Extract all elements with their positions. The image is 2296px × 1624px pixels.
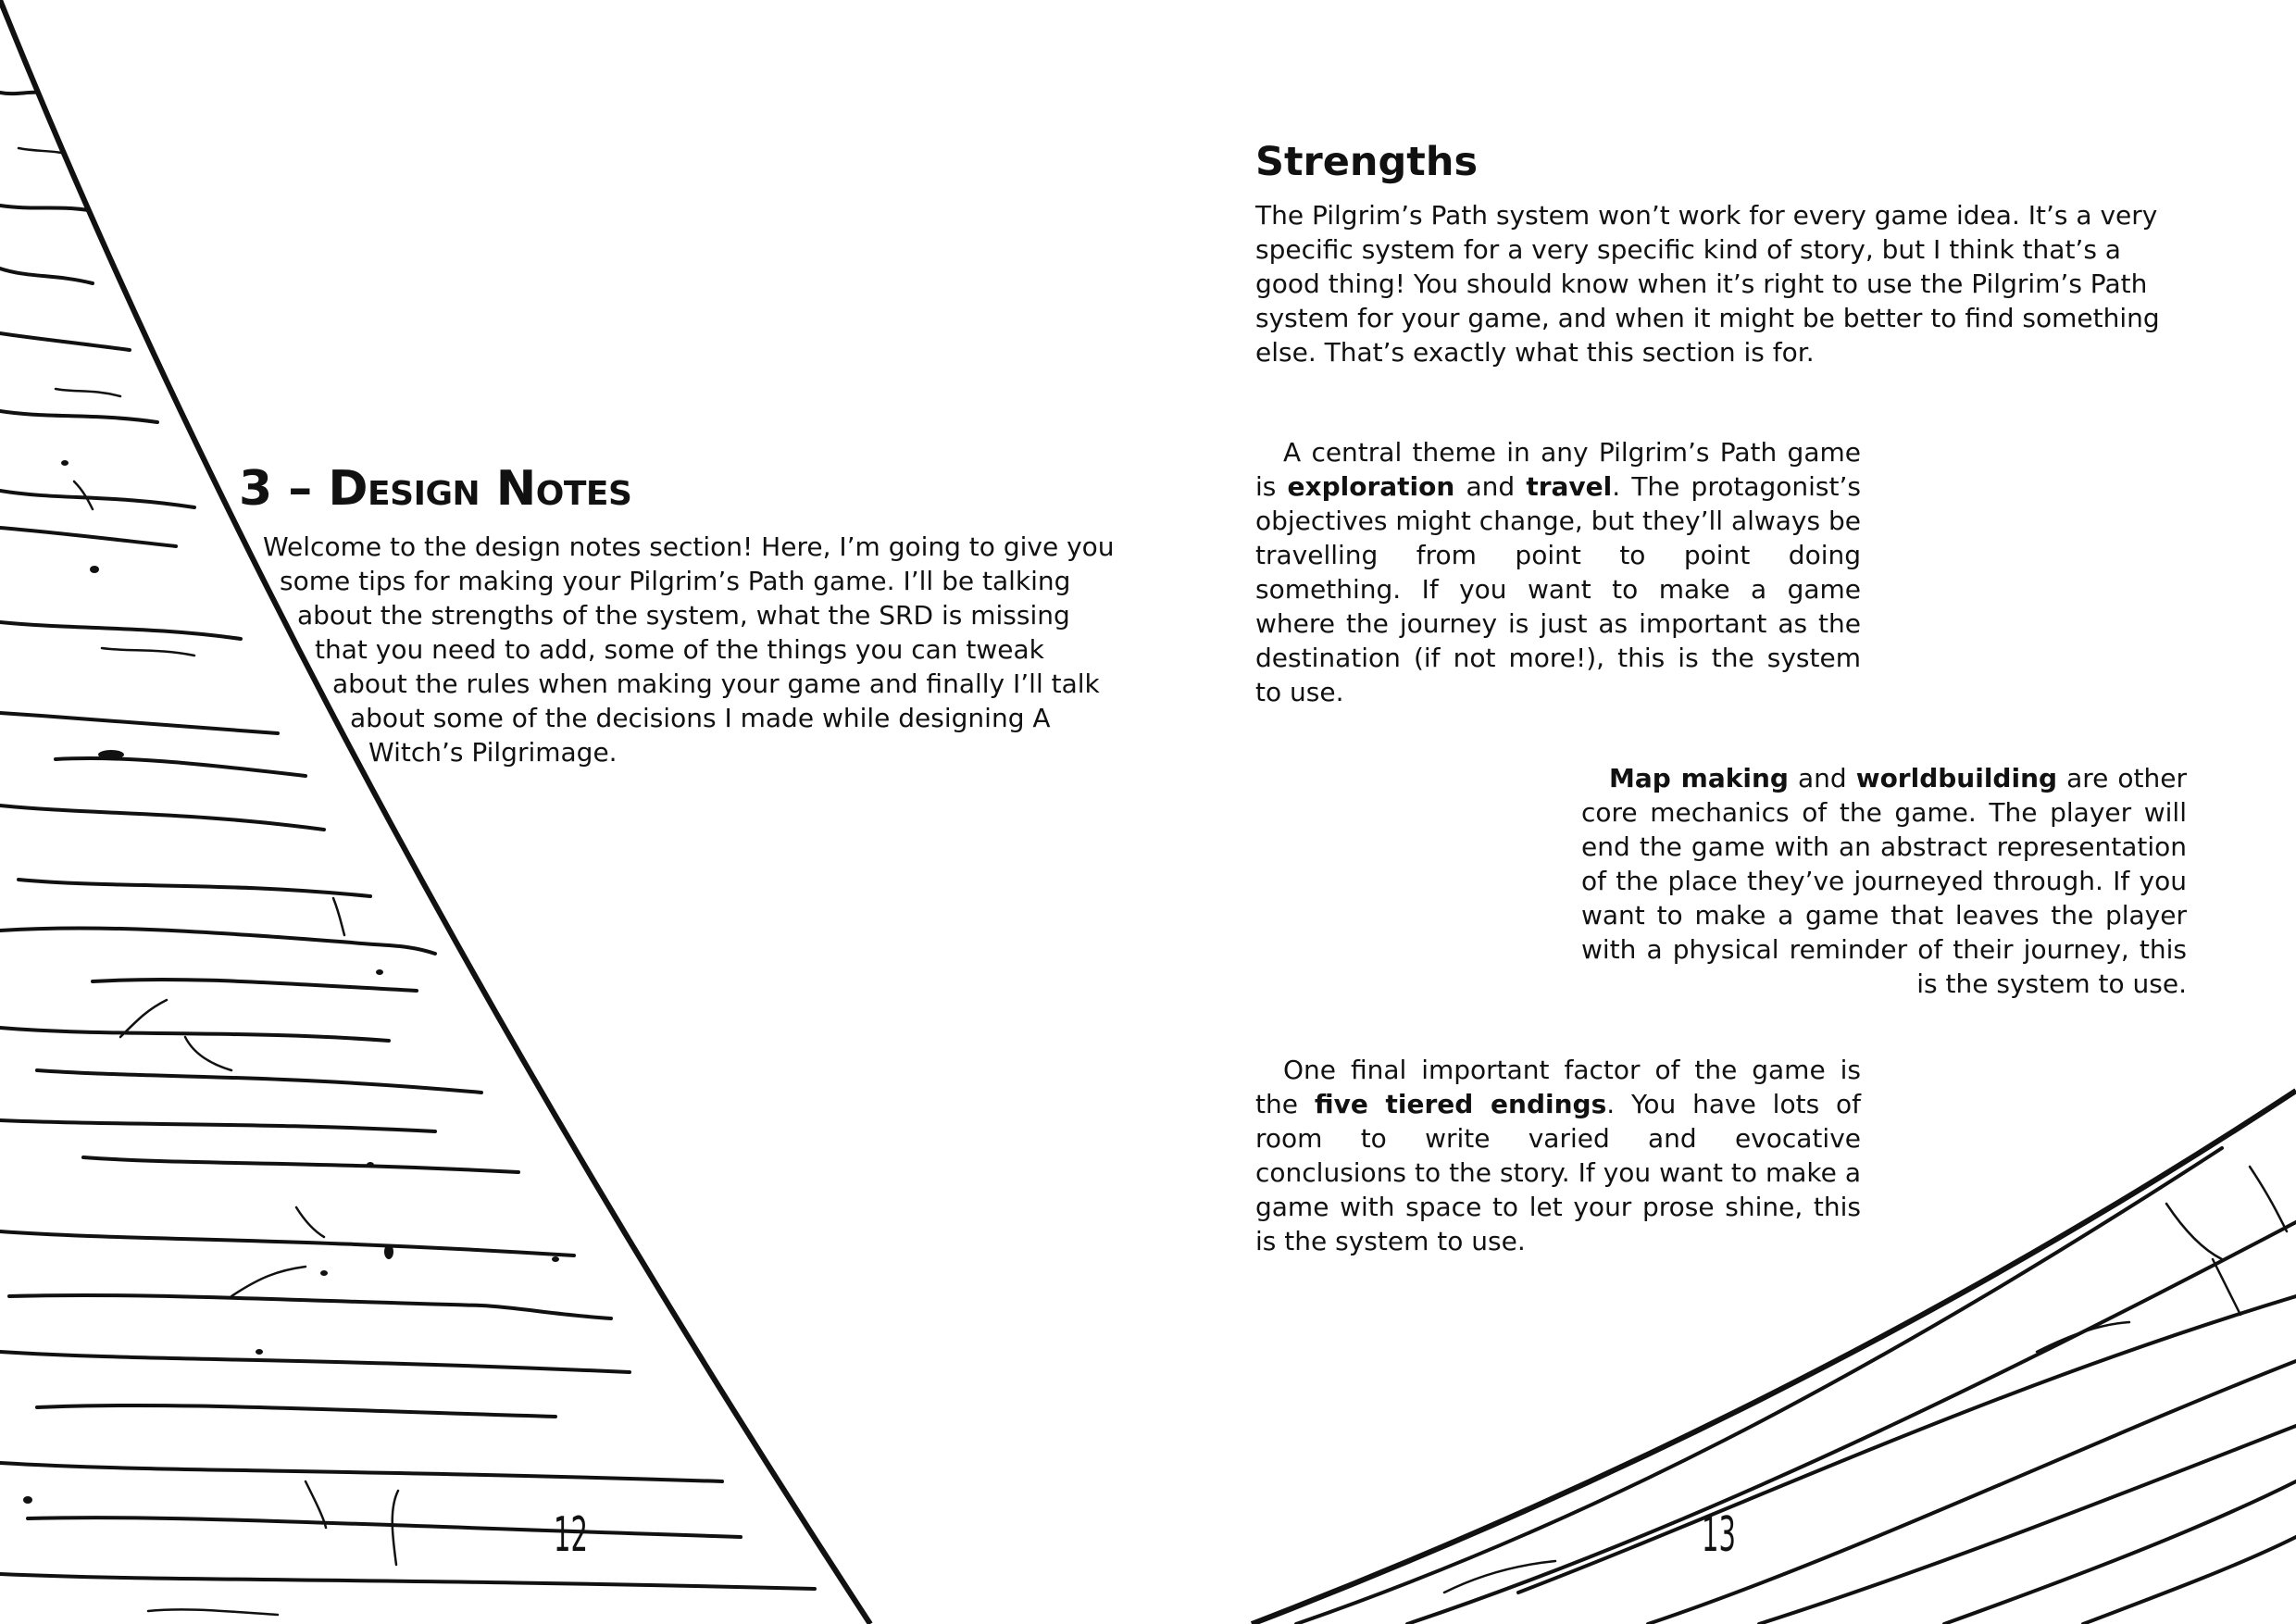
text-run: . You have lots of room to write varied and evocative conclusions to the story. If you want to make a game with space to let your prose shine, this is the system to use. bbox=[1255, 1089, 1862, 1256]
bold-term: Map making bbox=[1609, 763, 1789, 793]
intro-line: about some of the decisions I made while designing A bbox=[350, 703, 1051, 733]
page-number-left: 12 bbox=[554, 1507, 588, 1563]
text-run: A central theme in any Pilgrim’s Path game is bbox=[1255, 437, 1861, 502]
chapter-number: 3 – bbox=[239, 461, 329, 517]
endings-paragraph bbox=[1255, 1053, 1861, 1258]
intro-line: Witch’s Pilgrimage. bbox=[368, 737, 618, 768]
bold-term: travel bbox=[1526, 471, 1613, 502]
bold-term: exploration bbox=[1287, 471, 1455, 502]
text-run: are other core mechanics of the game. The player will end the game with an abstract representation of the place they’ve journeyed through. If you want to make a game that leaves the player with a physical reminder of their journey, this is the system to use. bbox=[1581, 763, 2187, 999]
strengths-intro: The Pilgrim’s Path system won’t work for every game idea. It’s a very specific system for a very specific kind of story, but I think that’s a good thing! You should know when it’s right to use the Pilgrim’s Path system for your game, and when it might be better to find something else. That’s exactly what this section is for. bbox=[1255, 200, 2160, 368]
text-run: and bbox=[1454, 471, 1527, 502]
page-number-right: 13 bbox=[1702, 1507, 1736, 1563]
text-run: One final important factor of the game is the bbox=[1255, 1055, 1861, 1119]
intro-line: about the rules when making your game and finally I’ll talk bbox=[332, 668, 1100, 699]
intro-line: about the strengths of the system, what the SRD is missing bbox=[297, 600, 1070, 631]
text-run: . The protagonist’s objectives might change, but they’ll always be travelling from point to point doing something. If you want to make a game where the journey is just as important as the destination (if not more!), this is the system to use. bbox=[1255, 471, 1861, 707]
intro-line: Welcome to the design notes section! Here, I’m going to give you bbox=[263, 531, 1115, 562]
exploration-paragraph bbox=[1255, 435, 1861, 709]
intro-line: some tips for making your Pilgrim’s Path game. I’ll be talking bbox=[280, 566, 1071, 596]
map-making-paragraph bbox=[1581, 761, 2187, 1001]
intro-line: that you need to add, some of the things you can tweak bbox=[315, 634, 1044, 665]
section-heading: Strengths bbox=[1255, 139, 1479, 185]
bold-term: worldbuilding bbox=[1855, 763, 2058, 793]
text-run: and bbox=[1788, 763, 1856, 793]
chapter-title-text: Design Notes bbox=[328, 461, 632, 517]
bold-term: five tiered endings bbox=[1314, 1089, 1607, 1119]
chapter-title bbox=[239, 461, 631, 517]
